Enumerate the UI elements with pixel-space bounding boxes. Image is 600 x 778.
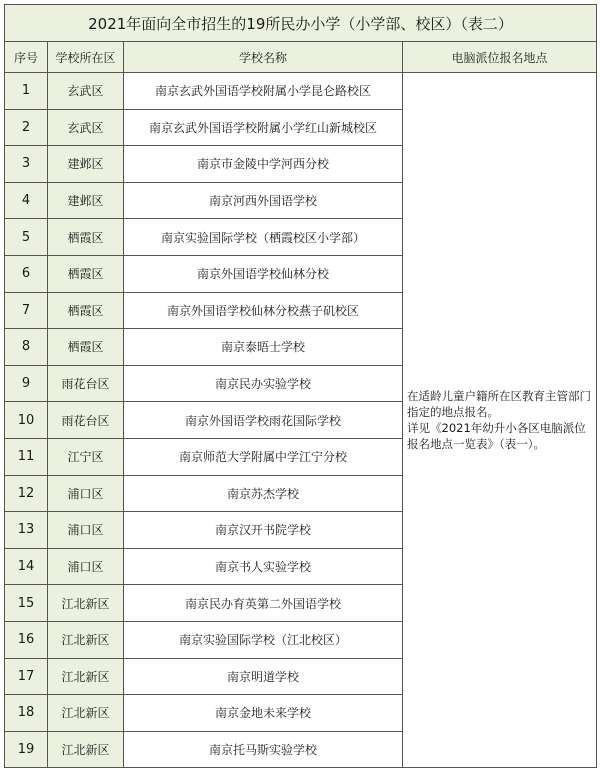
row-school-name: 南京市金陵中学河西分校	[124, 146, 403, 183]
table-title: 2021年面向全市招生的19所民办小学（小学部、校区）（表二）	[5, 5, 597, 42]
school-table	[4, 4, 597, 768]
row-district: 江北新区	[48, 621, 124, 658]
row-number: 14	[5, 548, 48, 585]
header-school: 学校名称	[124, 42, 403, 73]
row-district: 江北新区	[48, 695, 124, 732]
header-location: 电脑派位报名地点	[403, 42, 597, 73]
header-district: 学校所在区	[48, 42, 124, 73]
row-school-name: 南京师范大学附属中学江宁分校	[124, 438, 403, 475]
table-row	[5, 73, 597, 110]
registration-location-note	[403, 73, 597, 768]
row-district: 江北新区	[48, 585, 124, 622]
row-school-name: 南京托马斯实验学校	[124, 731, 403, 768]
row-district: 玄武区	[48, 73, 124, 110]
row-district: 玄武区	[48, 109, 124, 146]
row-district: 栖霞区	[48, 329, 124, 366]
row-number: 3	[5, 146, 48, 183]
row-number: 17	[5, 658, 48, 695]
row-district: 江北新区	[48, 658, 124, 695]
row-school-name: 南京实验国际学校（栖霞校区小学部）	[124, 219, 403, 256]
row-number: 5	[5, 219, 48, 256]
row-district: 江宁区	[48, 438, 124, 475]
row-district: 江北新区	[48, 731, 124, 768]
row-number: 7	[5, 292, 48, 329]
row-district: 雨花台区	[48, 402, 124, 439]
row-school-name: 南京实验国际学校（江北校区）	[124, 621, 403, 658]
row-number: 19	[5, 731, 48, 768]
row-number: 8	[5, 329, 48, 366]
row-school-name: 南京书人实验学校	[124, 548, 403, 585]
row-district: 浦口区	[48, 512, 124, 549]
row-school-name: 南京明道学校	[124, 658, 403, 695]
row-district: 建邺区	[48, 182, 124, 219]
row-number: 11	[5, 438, 48, 475]
row-school-name: 南京外国语学校仙林分校	[124, 255, 403, 292]
row-number: 16	[5, 621, 48, 658]
row-number: 6	[5, 255, 48, 292]
row-school-name: 南京金地未来学校	[124, 695, 403, 732]
header-num: 序号	[5, 42, 48, 73]
row-school-name: 南京民办实验学校	[124, 365, 403, 402]
row-number: 9	[5, 365, 48, 402]
row-district: 浦口区	[48, 475, 124, 512]
school-table-container	[4, 4, 596, 768]
row-district: 雨花台区	[48, 365, 124, 402]
row-number: 12	[5, 475, 48, 512]
row-school-name: 南京泰晤士学校	[124, 329, 403, 366]
row-number: 2	[5, 109, 48, 146]
row-number: 10	[5, 402, 48, 439]
row-school-name: 南京外国语学校雨花国际学校	[124, 402, 403, 439]
row-school-name: 南京外国语学校仙林分校燕子矶校区	[124, 292, 403, 329]
row-number: 15	[5, 585, 48, 622]
row-number: 4	[5, 182, 48, 219]
row-school-name: 南京民办育英第二外国语学校	[124, 585, 403, 622]
row-number: 18	[5, 695, 48, 732]
row-district: 浦口区	[48, 548, 124, 585]
row-district: 栖霞区	[48, 292, 124, 329]
row-number: 13	[5, 512, 48, 549]
note-line-2: 详见《2021年幼升小各区电脑派位报名地点一览表》（表一）。	[407, 421, 586, 452]
row-district: 建邺区	[48, 146, 124, 183]
row-number: 1	[5, 73, 48, 110]
row-school-name: 南京玄武外国语学校附属小学红山新城校区	[124, 109, 403, 146]
row-district: 栖霞区	[48, 219, 124, 256]
note-line-1: 在适龄儿童户籍所在区教育主管部门指定的地点报名。	[407, 389, 591, 420]
row-school-name: 南京苏杰学校	[124, 475, 403, 512]
row-school-name: 南京河西外国语学校	[124, 182, 403, 219]
row-school-name: 南京玄武外国语学校附属小学昆仑路校区	[124, 73, 403, 110]
row-district: 栖霞区	[48, 255, 124, 292]
row-school-name: 南京汉开书院学校	[124, 512, 403, 549]
